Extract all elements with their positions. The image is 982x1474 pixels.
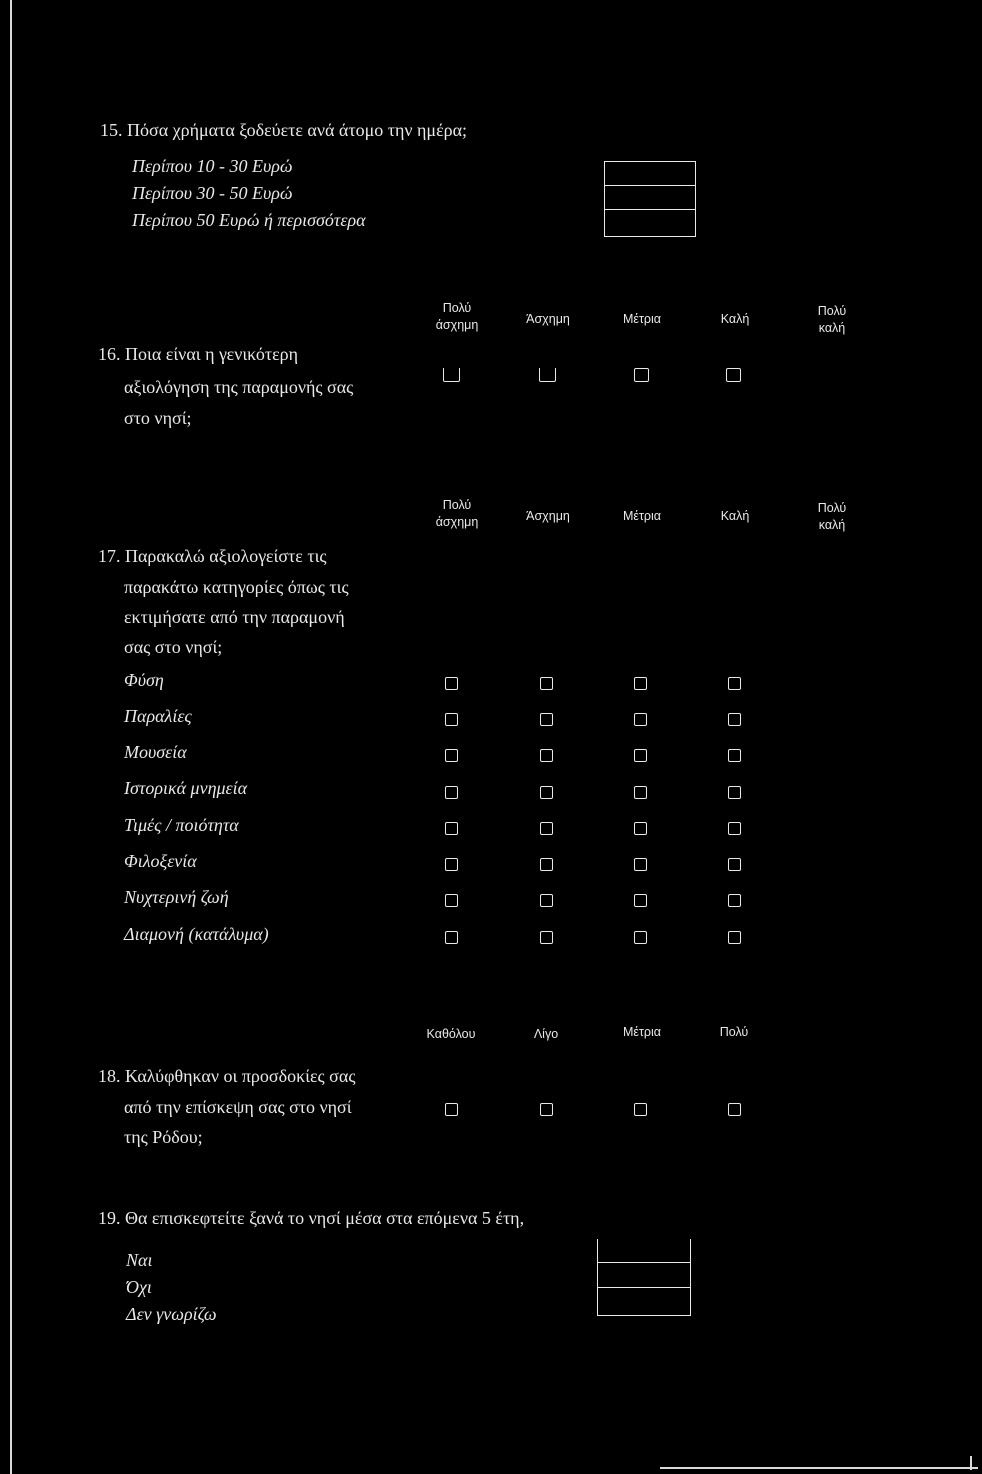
q18-checkbox-little[interactable] xyxy=(540,1103,553,1116)
page-edge-line xyxy=(10,0,12,1474)
q16-question-line-3: στο νησί; xyxy=(124,408,192,428)
q16-checkbox-very-bad[interactable] xyxy=(443,368,460,382)
q17-nature-checkbox-very-bad[interactable] xyxy=(445,677,458,690)
q17-museums-checkbox-bad[interactable] xyxy=(540,749,553,762)
q17-question-line-1: 17. Παρακαλώ αξιολογείστε τις xyxy=(98,546,327,566)
q18-question-line-2: από την επίσκεψη σας στο νησί xyxy=(124,1097,352,1117)
q18-scale-moderately: Μέτρια xyxy=(622,1025,662,1039)
q17-scale-very-bad: Πολύ άσχημη xyxy=(435,498,479,529)
q17-hospitality-checkbox-very-bad[interactable] xyxy=(445,858,458,871)
q17-nature-checkbox-good[interactable] xyxy=(728,677,741,690)
q18-scale-not-at-all: Καθόλου xyxy=(426,1027,476,1041)
q17-nature-checkbox-average[interactable] xyxy=(634,677,647,690)
q19-option-yes: Ναι xyxy=(126,1250,153,1270)
q17-category-prices: Τιμές / ποιότητα xyxy=(124,815,239,835)
q17-beaches-checkbox-bad[interactable] xyxy=(540,713,553,726)
q17-nightlife-checkbox-good[interactable] xyxy=(728,894,741,907)
q15-answer-box-3[interactable] xyxy=(605,210,695,234)
q17-question-line-3: εκτιμήσατε από την παραμονή xyxy=(124,607,345,627)
q15-answer-boxes xyxy=(604,161,696,237)
q17-beaches-checkbox-good[interactable] xyxy=(728,713,741,726)
q17-question-line-2: παρακάτω κατηγορίες όπως τις xyxy=(124,577,349,597)
q17-accommodation-checkbox-good[interactable] xyxy=(728,931,741,944)
q17-scale-good: Καλή xyxy=(720,509,750,523)
q17-prices-checkbox-bad[interactable] xyxy=(540,822,553,835)
q17-category-monuments: Ιστορικά μνημεία xyxy=(124,778,248,798)
q17-nightlife-checkbox-very-bad[interactable] xyxy=(445,894,458,907)
q16-question-line-2: αξιολόγηση της παραμονής σας xyxy=(124,377,354,397)
q18-question-line-3: της Ρόδου; xyxy=(124,1127,203,1147)
q17-scale-bad: Άσχημη xyxy=(526,509,570,523)
q17-category-beaches: Παραλίες xyxy=(124,706,192,726)
q18-scale-little: Λίγο xyxy=(533,1027,559,1041)
q16-question-line-1: 16. Ποια είναι η γενικότερη xyxy=(98,344,299,364)
q17-beaches-checkbox-very-bad[interactable] xyxy=(445,713,458,726)
q15-question: 15. Πόσα χρήματα ξοδεύετε ανά άτομο την ημέρα; xyxy=(100,120,468,140)
q17-beaches-checkbox-average[interactable] xyxy=(634,713,647,726)
q17-hospitality-checkbox-bad[interactable] xyxy=(540,858,553,871)
page-edge-line-bottom xyxy=(660,1467,978,1469)
q15-answer-box-2[interactable] xyxy=(605,186,695,210)
q17-category-hospitality: Φιλοξενία xyxy=(124,851,197,871)
q17-hospitality-checkbox-average[interactable] xyxy=(634,858,647,871)
q19-question: 19. Θα επισκεφτείτε ξανά το νησί μέσα στα επόμενα 5 έτη, xyxy=(98,1208,525,1228)
q17-question-line-4: σας στο νησί; xyxy=(124,637,223,657)
q16-checkbox-good[interactable] xyxy=(726,368,741,382)
q17-category-museums: Μουσεία xyxy=(124,742,187,762)
q18-question-line-1: 18. Καλύφθηκαν οι προσδοκίες σας xyxy=(98,1066,356,1086)
q19-answer-box-dont-know[interactable] xyxy=(598,1289,690,1313)
q17-monuments-checkbox-average[interactable] xyxy=(634,786,647,799)
q17-scale-very-good: Πολύ καλή xyxy=(817,501,847,532)
q17-accommodation-checkbox-average[interactable] xyxy=(634,931,647,944)
q16-scale-good: Καλή xyxy=(720,312,750,326)
q16-scale-bad: Άσχημη xyxy=(526,312,570,326)
q19-answer-box-no[interactable] xyxy=(598,1264,690,1288)
q17-monuments-checkbox-very-bad[interactable] xyxy=(445,786,458,799)
q16-scale-very-bad: Πολύ άσχημη xyxy=(435,301,479,332)
q17-nightlife-checkbox-average[interactable] xyxy=(634,894,647,907)
q17-accommodation-checkbox-very-bad[interactable] xyxy=(445,931,458,944)
q18-checkbox-not-at-all[interactable] xyxy=(445,1103,458,1116)
q16-scale-very-good: Πολύ καλή xyxy=(817,304,847,335)
q17-monuments-checkbox-good[interactable] xyxy=(728,786,741,799)
q19-answer-box-yes[interactable] xyxy=(598,1239,690,1263)
q15-option-2: Περίπου 30 - 50 Ευρώ xyxy=(132,183,293,203)
q17-museums-checkbox-good[interactable] xyxy=(728,749,741,762)
q17-prices-checkbox-very-bad[interactable] xyxy=(445,822,458,835)
q17-nightlife-checkbox-bad[interactable] xyxy=(540,894,553,907)
q17-nature-checkbox-bad[interactable] xyxy=(540,677,553,690)
q17-prices-checkbox-average[interactable] xyxy=(634,822,647,835)
q16-checkbox-average[interactable] xyxy=(634,368,649,382)
q17-museums-checkbox-very-bad[interactable] xyxy=(445,749,458,762)
q17-museums-checkbox-average[interactable] xyxy=(634,749,647,762)
q19-answer-boxes xyxy=(597,1239,691,1316)
q17-accommodation-checkbox-bad[interactable] xyxy=(540,931,553,944)
q18-checkbox-much[interactable] xyxy=(728,1103,741,1116)
q19-option-dont-know: Δεν γνωρίζω xyxy=(126,1304,217,1324)
q17-scale-average: Μέτρια xyxy=(622,509,662,523)
q15-option-1: Περίπου 10 - 30 Ευρώ xyxy=(132,156,293,176)
q19-option-no: Όχι xyxy=(126,1277,152,1297)
q15-option-3: Περίπου 50 Ευρώ ή περισσότερα xyxy=(132,210,366,230)
q17-category-nightlife: Νυχτερινή ζωή xyxy=(124,887,229,907)
q17-category-nature: Φύση xyxy=(124,670,164,690)
page-edge-mark xyxy=(970,1456,972,1470)
q17-prices-checkbox-good[interactable] xyxy=(728,822,741,835)
q15-answer-box-1[interactable] xyxy=(605,162,695,186)
q18-checkbox-moderately[interactable] xyxy=(634,1103,647,1116)
q16-checkbox-bad[interactable] xyxy=(539,368,556,382)
q17-hospitality-checkbox-good[interactable] xyxy=(728,858,741,871)
q17-monuments-checkbox-bad[interactable] xyxy=(540,786,553,799)
q17-category-accommodation: Διαμονή (κατάλυμα) xyxy=(124,924,269,944)
q16-scale-average: Μέτρια xyxy=(622,312,662,326)
q18-scale-much: Πολύ xyxy=(719,1025,749,1039)
